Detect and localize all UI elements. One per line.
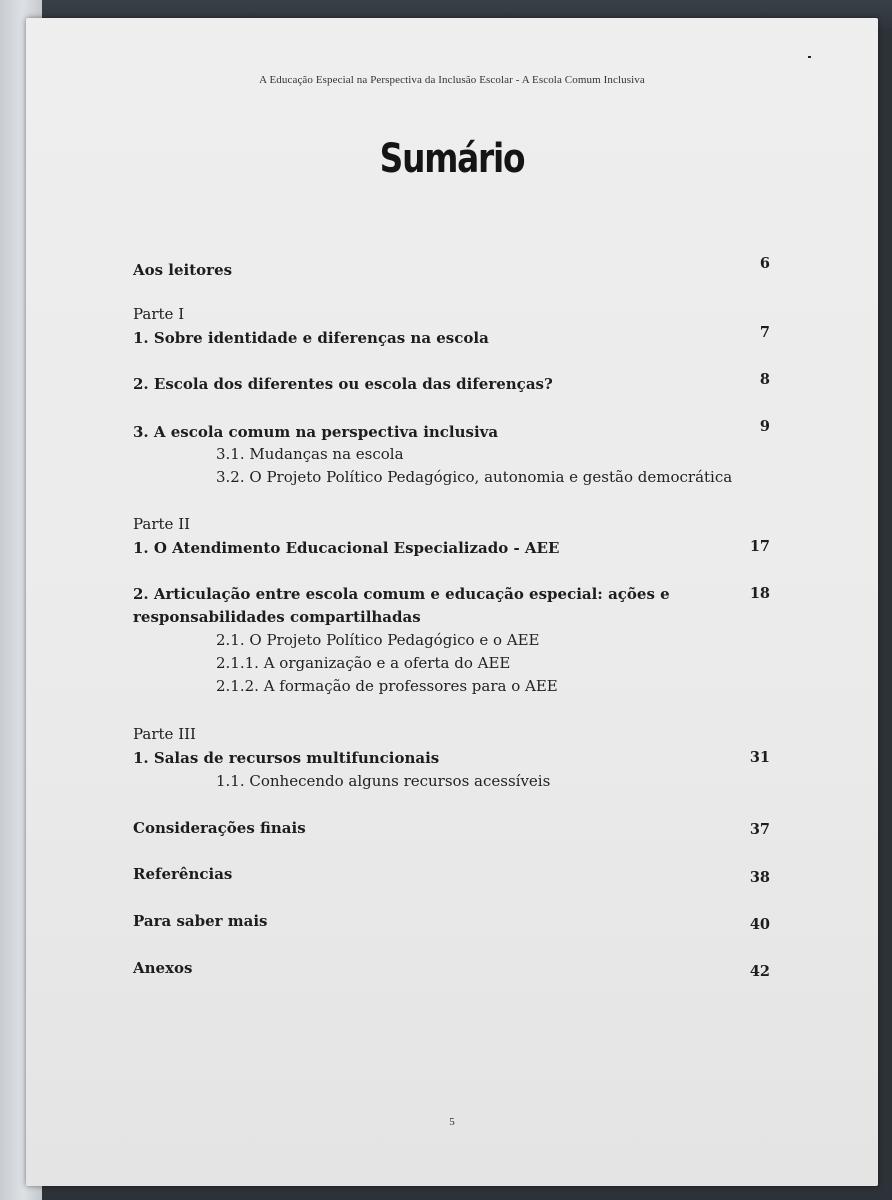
- toc-entry-escola-comum: 3. A escola comum na perspectiva inclusiva: [133, 423, 499, 441]
- toc-subentry: 2.1. O Projeto Político Pedagógico e o AEE: [216, 631, 540, 649]
- document-page: [26, 18, 878, 1186]
- toc-subentry: 3.1. Mudanças na escola: [216, 445, 404, 463]
- toc-page-aos-leitores: 6: [759, 255, 770, 272]
- toc-entry-anexos: Anexos: [133, 959, 193, 977]
- table-of-contents: [26, 18, 878, 1118]
- toc-entry-identidade: 1. Sobre identidade e diferenças na escola: [133, 329, 489, 347]
- toc-entry-referencias: Referências: [133, 865, 233, 883]
- toc-part-heading: Parte II: [133, 515, 191, 533]
- toc-subentry: 1.1. Conhecendo alguns recursos acessíveis: [216, 772, 551, 790]
- toc-entry-aos-leitores: Aos leitores: [133, 261, 233, 279]
- page-number: 5: [449, 1116, 455, 1128]
- toc-entry-articulacao-cont: responsabilidades compartilhadas: [133, 608, 421, 626]
- running-header: A Educação Especial na Perspectiva da Inclusão Escolar - A Escola Comum Inclusiva: [259, 74, 645, 86]
- toc-subentry: 2.1.2. A formação de professores para o AEE: [216, 677, 558, 695]
- toc-page-escola-diferentes: 8: [759, 371, 770, 388]
- toc-page-salas: 31: [749, 749, 770, 766]
- toc-part-heading: Parte III: [133, 725, 196, 743]
- toc-page-escola-comum: 9: [759, 418, 770, 435]
- toc-page-aee: 17: [749, 538, 770, 555]
- toc-page-articulacao: 18: [749, 585, 770, 602]
- toc-entry-saber-mais: Para saber mais: [133, 912, 268, 930]
- toc-page-anexos: 42: [749, 963, 770, 980]
- toc-entry-consideracoes: Considerações finais: [133, 819, 306, 837]
- toc-subentry: 3.2. O Projeto Político Pedagógico, autonomia e gestão democrática: [216, 468, 733, 486]
- toc-page-referencias: 38: [749, 869, 770, 886]
- toc-page-consideracoes: 37: [749, 821, 770, 838]
- toc-page-identidade: 7: [759, 324, 770, 341]
- toc-page-saber-mais: 40: [749, 916, 770, 933]
- toc-entry-escola-diferentes: 2. Escola dos diferentes ou escola das diferenças?: [133, 375, 553, 393]
- toc-subentry: 2.1.1. A organização e a oferta do AEE: [216, 654, 511, 672]
- toc-entry-aee: 1. O Atendimento Educacional Especializado - AEE: [133, 539, 560, 557]
- toc-entry-articulacao: 2. Articulação entre escola comum e educação especial: ações e: [133, 585, 670, 603]
- page-title: Sumário: [379, 136, 525, 182]
- toc-entry-salas: 1. Salas de recursos multifuncionais: [133, 749, 440, 767]
- toc-part-heading: Parte I: [133, 305, 185, 323]
